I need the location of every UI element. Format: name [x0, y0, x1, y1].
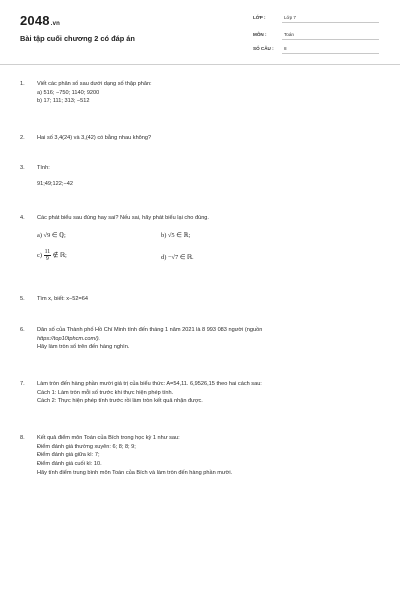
meta-subject-label: MÔN :: [253, 32, 267, 37]
question-4: [20, 214, 386, 223]
question-text: Dân số của Thành phố Hồ Chí Minh tính đến tháng 1 năm 2021 là 8 993 083 người (nguồn: [37, 327, 263, 333]
question-2: [20, 134, 386, 143]
question-text: Tính:: [37, 165, 50, 171]
question-line: Cách 1: Làm tròn mỗi số trước khi thực hiện phép tính.: [37, 389, 174, 396]
question-line: Hãy làm tròn số trên đến hàng nghìn.: [37, 344, 130, 351]
question-3: [20, 164, 386, 188]
question-line: Điểm đánh giá thường xuyên: 6; 8; 8; 9;: [37, 443, 136, 450]
question-number: 5.: [20, 296, 25, 302]
question-line: Cách 2: Thực hiện phép tính trước rồi làm tròn kết quả nhận được.: [37, 398, 203, 405]
meta-divider: [282, 22, 379, 23]
meta-count-label: SỐ CÂU :: [253, 46, 274, 51]
question-number: 3.: [20, 165, 25, 171]
meta-subject-value: Toán: [284, 32, 294, 37]
source-link[interactable]: https://top10tphcm.com/).: [37, 335, 101, 342]
question-number: 1.: [20, 81, 25, 87]
question-number: 2.: [20, 135, 25, 141]
meta-count-value: 8: [284, 46, 287, 51]
statement-c-label: c): [37, 251, 42, 259]
meta-grade-label: LỚP :: [253, 15, 266, 20]
question-line: Điểm đánh giá giữa kì: 7;: [37, 452, 100, 459]
meta-divider: [282, 53, 379, 54]
question-number: 4.: [20, 215, 25, 221]
fraction-denominator: 9: [45, 256, 49, 262]
question-text: Viết các phân số sau dưới dạng số thập phân:: [37, 81, 152, 87]
statement-d: d) −√7 ∈ ℝ.: [161, 254, 194, 261]
site-logo[interactable]: 2048.vn: [20, 13, 61, 28]
statement-c-rest: ∉ ℝ;: [52, 251, 67, 259]
question-line: Điểm đánh giá cuối kì: 10.: [37, 461, 102, 468]
question-line: a) 516; −750; 1140; 9200: [37, 89, 100, 96]
statement-a: a) √9 ∈ ℚ;: [37, 232, 66, 239]
question-number: 6.: [20, 327, 25, 333]
question-number: 7.: [20, 381, 25, 387]
meta-grade-value: Lớp 7: [284, 15, 296, 20]
statement-c: [37, 249, 67, 262]
statement-b: b) √5 ∈ ℝ;: [161, 232, 191, 239]
question-line: Hãy tính điểm trung bình môn Toán của Bích và làm tròn đến hàng phần mười.: [37, 469, 233, 476]
header-divider: [0, 64, 400, 65]
question-8: [20, 434, 386, 478]
fraction-numerator: 11: [44, 249, 51, 255]
question-7: [20, 380, 386, 406]
question-1: [20, 80, 386, 106]
question-6: [20, 326, 386, 352]
meta-divider: [282, 39, 379, 40]
question-number: 8.: [20, 435, 25, 441]
document-title: Bài tập cuối chương 2 có đáp án: [20, 34, 135, 43]
fraction: [44, 249, 52, 262]
question-text: Các phát biểu sau đúng hay sai? Nếu sai, hãy phát biểu lại cho đúng.: [37, 215, 209, 221]
question-text: Kết quả điểm môn Toán của Bích trong học kỳ 1 như sau:: [37, 435, 180, 441]
question-text: Hai số 3,4(24) và 3,(42) có bằng nhau không?: [37, 135, 152, 141]
question-text: Làm tròn đến hàng phần mười giá trị của biểu thức: A=54,11. 6,9526,15 theo hai cách sau:: [37, 381, 262, 387]
question-expression: 91;49;122;−42: [37, 180, 73, 187]
question-5: [20, 295, 386, 304]
question-text: Tìm x, biết: x−52=64: [37, 296, 88, 302]
question-line: b) 17; 111; 313; −512: [37, 98, 90, 105]
